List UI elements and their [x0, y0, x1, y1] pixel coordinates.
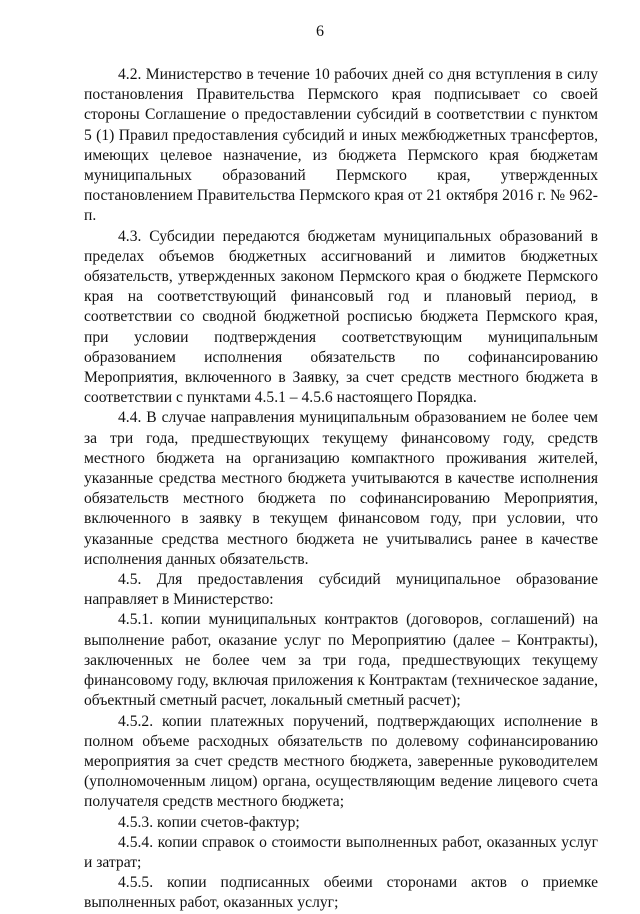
paragraph-4-5-1: 4.5.1. копии муниципальных контрактов (договоров, соглашений) на выполнение работ, оказание услуг по Мероприятию (далее – Контракты), заключенных не более чем за три года, предшествующих текущему финансовому году, включая приложения к Контрактам (техническое задание, объектный сметный расчет, локальный сметный расчет); — [84, 611, 598, 710]
paragraph-4-5-5: 4.5.5. копии подписанных обеими сторонами актов о приемке выполненных работ, оказанных услуг; — [84, 874, 598, 912]
paragraph-4-5-4: 4.5.4. копии справок о стоимости выполненных работ, оказанных услуг и затрат; — [84, 833, 598, 871]
paragraph-4-5-2: 4.5.2. копии платежных поручений, подтверждающих исполнение в полном объеме расходных обязательств по долевому софинансированию мероприятия за счет средств местного бюджета, заверенные руководителем (уполномоченным лицом) органа, осуществляющим ведение лицевого счета получателя средств местного бюджета; — [84, 712, 598, 811]
document-body — [84, 65, 598, 914]
paragraph-4-4: 4.4. В случае направления муниципальным образованием не более чем за три года, предшествующих текущему финансовому году, средств местного бюджета на организацию компактного проживания жителей, указанные средства местного бюджета учитываются в качестве исполнения обязательств местного бюджета по софинансированию Мероприятия, включенного в заявку в текущем финансовом году, при условии, что указанные средства местного бюджета не учитывались ранее в качестве исполнения данных обязательств. — [84, 409, 598, 568]
paragraph-4-2: 4.2. Министерство в течение 10 рабочих дней со дня вступления в силу постановления Правительства Пермского края подписывает со своей стороны Соглашение о предоставлении субсидий в соответствии с пунктом 5 (1) Правил предоставления субсидий и иных межбюджетных трансфертов, имеющих целевое назначение, из бюджета Пермского края бюджетам муниципальных образований Пермского края, утвержденных постановлением Правительства Пермского края от 21 октября 2016 г. № 962-п. — [84, 66, 598, 225]
paragraph-4-3: 4.3. Субсидии передаются бюджетам муниципальных образований в пределах объемов бюджетных ассигнований и лимитов бюджетных обязательств, утвержденных законом Пермского края о бюджете Пермского края на соответствующий финансовый год и плановый период, в соответствии со сводной бюджетной росписью бюджета Пермского края, при условии подтверждения соответствующим муниципальным образованием исполнения обязательств по софинансированию Мероприятия, включенного в Заявку, за счет средств местного бюджета в соответствии с пунктами 4.5.1 – 4.5.6 настоящего Порядка. — [84, 227, 598, 407]
paragraph-4-5: 4.5. Для предоставления субсидий муниципальное образование направляет в Министерство: — [84, 571, 598, 609]
paragraph-4-5-3: 4.5.3. копии счетов-фактур; — [118, 813, 300, 831]
page-number: 6 — [316, 23, 324, 40]
